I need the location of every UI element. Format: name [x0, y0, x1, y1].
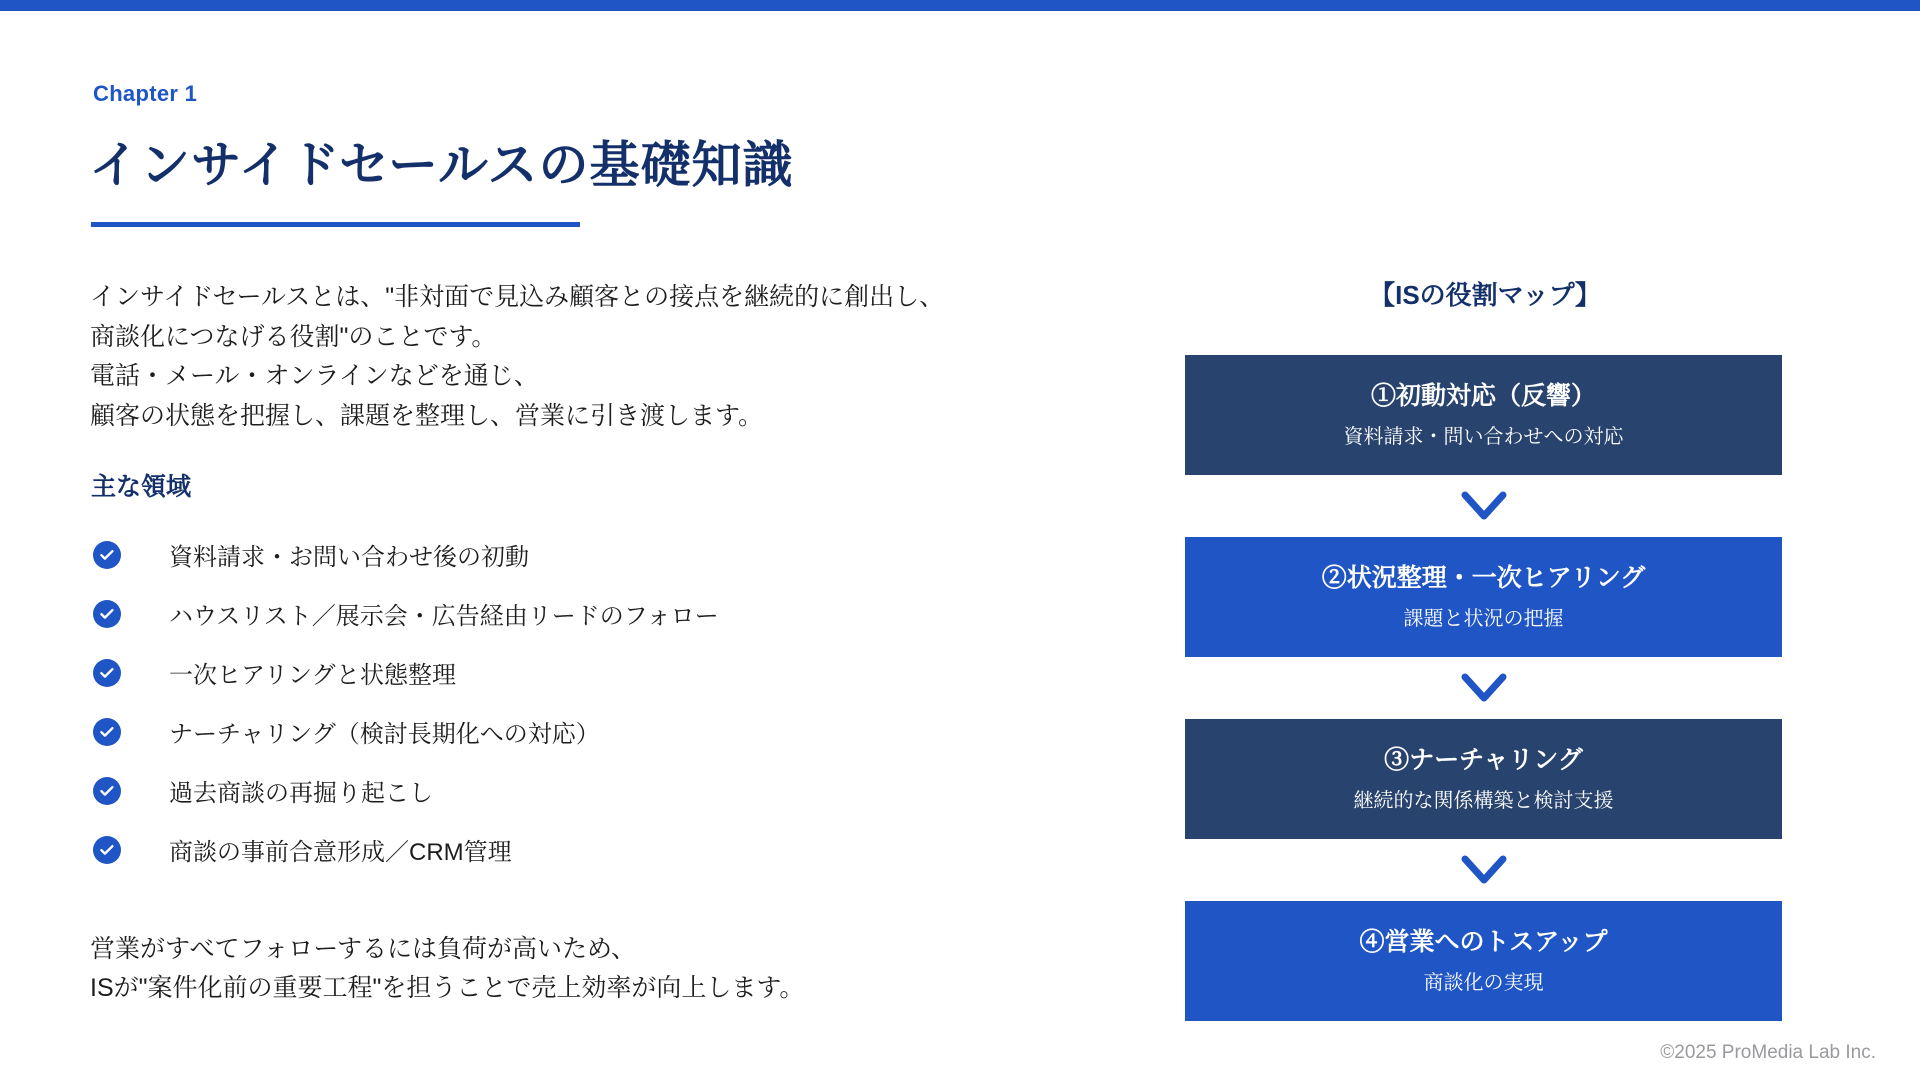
- closing-line-2: ISが"案件化前の重要工程"を担うことで売上効率が向上します。: [90, 973, 805, 1002]
- check-circle-icon: [93, 836, 121, 864]
- copyright-text: ©2025 ProMedia Lab Inc.: [1660, 1042, 1876, 1063]
- map-step-subtitle: 資料請求・問い合わせへの対応: [1343, 426, 1624, 448]
- map-step-subtitle: 継続的な関係構築と検討支援: [1353, 790, 1614, 812]
- check-circle-icon: [93, 600, 121, 628]
- check-circle-icon: [93, 718, 121, 746]
- down-arrow-icon-3: [1185, 839, 1782, 901]
- section-heading-areas: 主な領域: [91, 473, 192, 501]
- lead-line-3: 電話・メール・オンラインなどを通じ、: [90, 362, 539, 390]
- list-item: [93, 761, 933, 820]
- lead-line-4: 顧客の状態を把握し、課題を整理し、営業に引き渡します。: [90, 401, 764, 430]
- map-step-2: [1185, 537, 1782, 657]
- page-title: インサイドセールスの基礎知識: [89, 137, 794, 193]
- lead-line-1: インサイドセールスとは、"非対面で見込み顧客との接点を継続的に創出し、: [90, 283, 945, 311]
- down-arrow-icon-2: [1185, 657, 1782, 719]
- area-list: [93, 525, 933, 879]
- title-underline: [91, 222, 580, 227]
- down-arrow-icon-1: [1185, 475, 1782, 537]
- chapter-label: Chapter 1: [93, 81, 198, 106]
- role-map-diagram: [1185, 355, 1782, 1021]
- list-item: [93, 584, 933, 643]
- list-item-label: 一次ヒアリングと状態整理: [169, 662, 457, 689]
- list-item-label: 過去商談の再掘り起こし: [169, 780, 433, 807]
- map-step-1: [1185, 355, 1782, 475]
- map-step-3: [1185, 719, 1782, 839]
- list-item: [93, 702, 933, 761]
- list-item-label: 資料請求・お問い合わせ後の初動: [169, 544, 529, 571]
- closing-line-1: 営業がすべてフォローするには負荷が高いため、: [90, 935, 637, 963]
- closing-paragraph: [90, 930, 804, 1008]
- map-step-title: ②状況整理・一次ヒアリング: [1321, 564, 1646, 592]
- map-step-title: ③ナーチャリング: [1384, 746, 1583, 774]
- list-item: [93, 820, 933, 879]
- role-map-title: 【ISの役割マップ】: [1369, 280, 1601, 310]
- list-item: [93, 643, 933, 702]
- check-circle-icon: [93, 777, 121, 805]
- list-item-label: 商談の事前合意形成／CRM管理: [169, 839, 512, 866]
- top-accent-bar: [0, 0, 1920, 11]
- list-item-label: ナーチャリング（検討長期化への対応）: [169, 721, 600, 748]
- list-item-label: ハウスリスト／展示会・広告経由リードのフォロー: [169, 603, 719, 630]
- lead-paragraph: [90, 278, 1110, 436]
- map-step-4: [1185, 901, 1782, 1021]
- list-item: [93, 525, 933, 584]
- map-step-subtitle: 商談化の実現: [1423, 972, 1544, 994]
- lead-line-2: 商談化につなげる役割"のことです。: [90, 322, 497, 351]
- check-circle-icon: [93, 659, 121, 687]
- check-circle-icon: [93, 541, 121, 569]
- map-step-title: ①初動対応（反響）: [1370, 382, 1596, 410]
- map-step-title: ④営業へのトスアップ: [1359, 928, 1608, 956]
- map-step-subtitle: 課題と状況の把握: [1403, 608, 1564, 630]
